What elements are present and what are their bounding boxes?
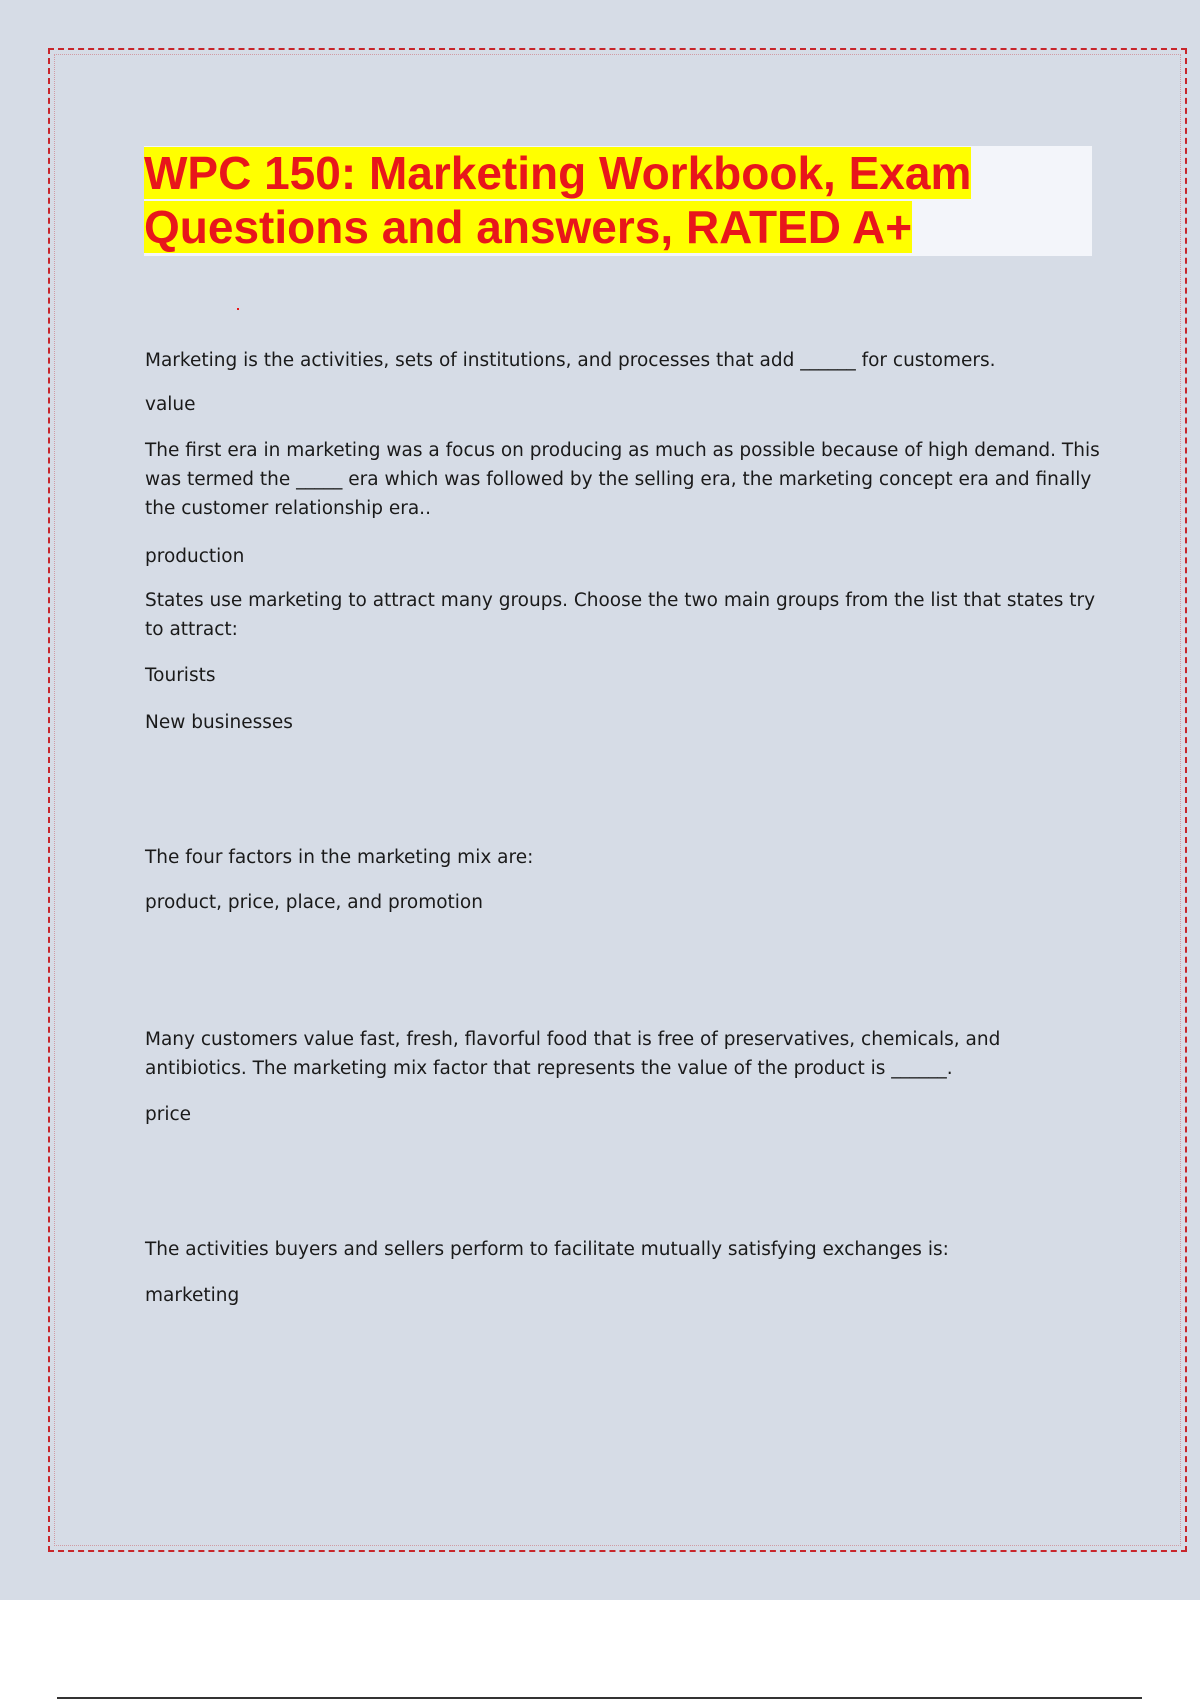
answer-3a: Tourists: [145, 665, 216, 686]
document-title: [144, 146, 1044, 254]
question-1: Marketing is the activities, sets of institutions, and processes that add ______ for customers.: [145, 350, 996, 371]
answer-1: value: [145, 394, 196, 415]
question-5: Many customers value fast, fresh, flavorful food that is free of preservatives, chemicals, and antibiotics. The marketing mix factor that represents the value of the product is ______.: [145, 1029, 1001, 1079]
page-border: [48, 48, 1187, 1552]
answer-5: price: [145, 1104, 192, 1125]
question-3: States use marketing to attract many groups. Choose the two main groups from the list that states try to attract:: [145, 590, 1096, 640]
answer-3b: New businesses: [145, 712, 293, 733]
page-border-inner: [54, 54, 1181, 1546]
answer-6: marketing: [145, 1285, 240, 1306]
question-6: The activities buyers and sellers perform to facilitate mutually satisfying exchanges is:: [145, 1239, 949, 1260]
question-2: The first era in marketing was a focus on producing as much as possible because of high demand. This was termed the _____ era which was followed by the selling era, the marketing concept era and finally the customer relationship era..: [145, 440, 1100, 519]
question-4: The four factors in the marketing mix are:: [145, 847, 534, 868]
answer-4: product, price, place, and promotion: [145, 892, 483, 913]
footer-divider: [57, 1697, 1142, 1699]
stray-mark: [237, 308, 239, 310]
answer-2: production: [145, 546, 245, 567]
document-title-highlight: WPC 150: Marketing Workbook, Exam Questions and answers, RATED A+: [144, 147, 972, 253]
